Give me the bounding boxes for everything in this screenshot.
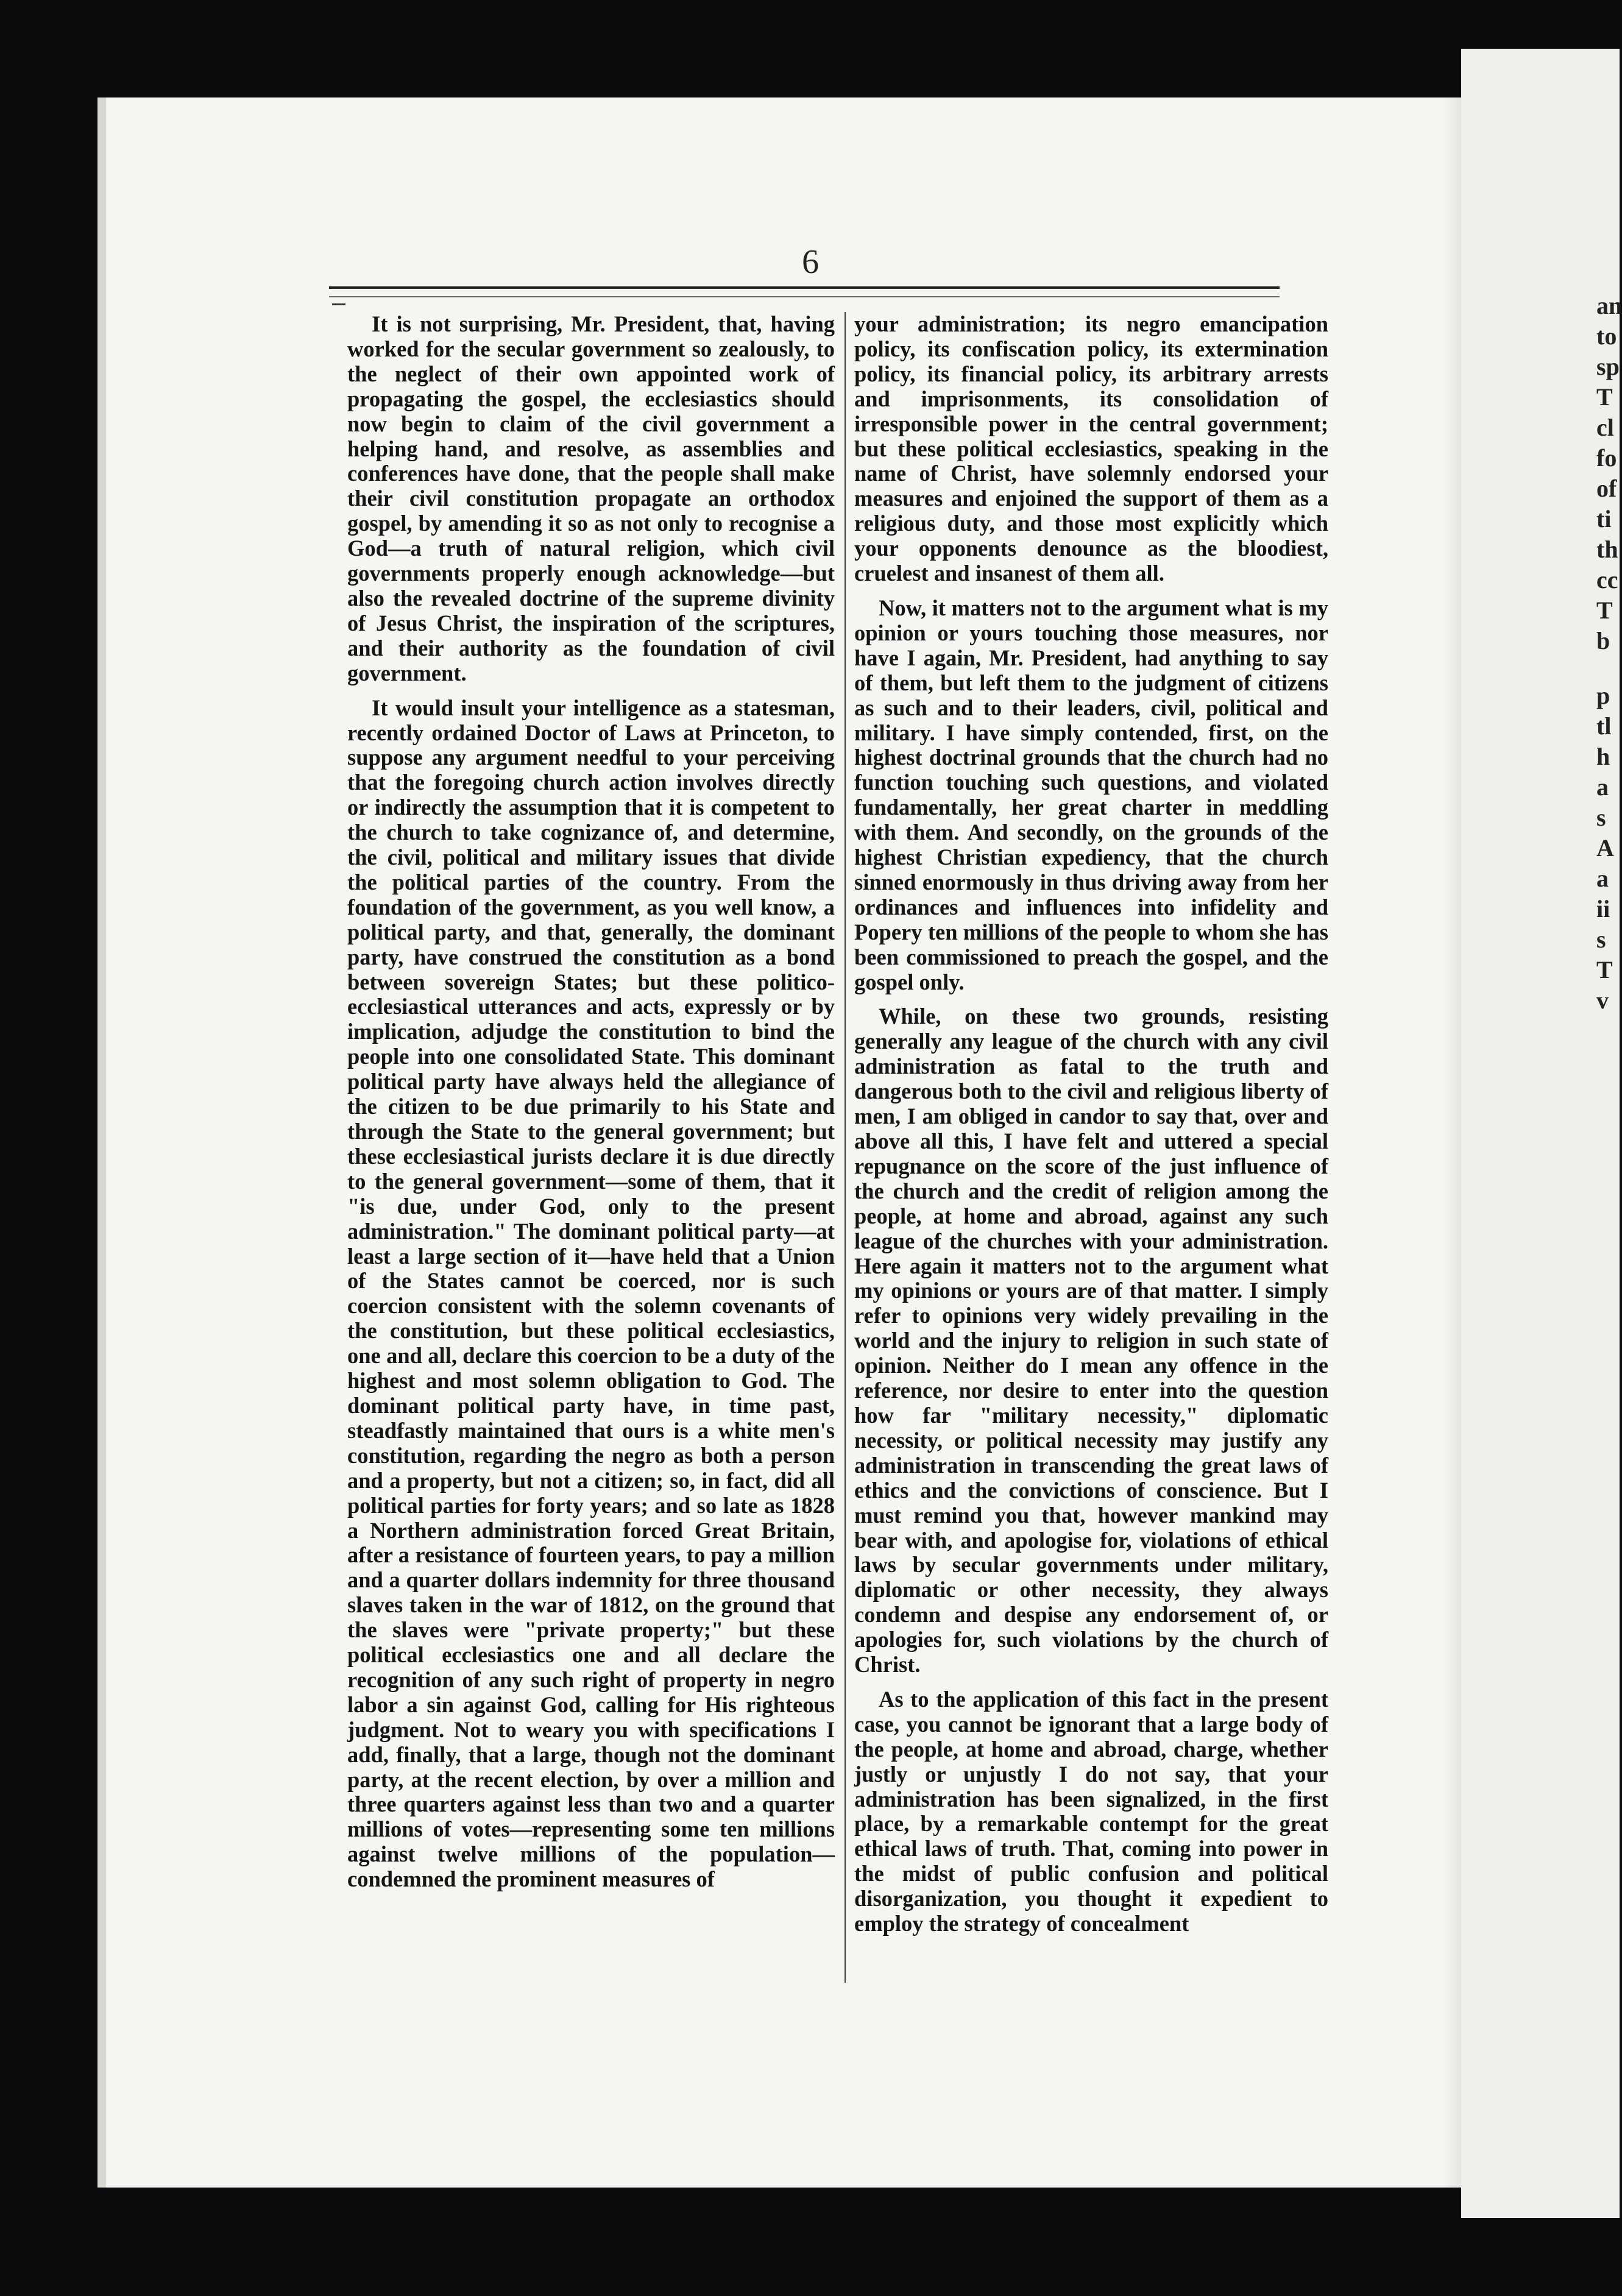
header-rule: [329, 286, 1280, 297]
adjacent-page-fragment: cc: [1596, 566, 1618, 593]
adjacent-page-fragment: ii: [1596, 895, 1610, 923]
adjacent-page-fragment: an: [1596, 292, 1622, 319]
adjacent-page-fragment: s: [1596, 926, 1606, 953]
adjacent-page-fragment: sp: [1596, 353, 1620, 380]
adjacent-page-fragment: A: [1596, 834, 1614, 862]
paragraph: your administration; its negro emancipation policy, its confiscation policy, its extermination policy, its financial policy, its arbitrary arrests and imprisonments, its consolidation of irresponsible power in the central government; but these political ecclesiastics, speaking in the name of Christ, have solemnly endorsed your measures and enjoined the support of them as a religious duty, and those most explicitly which your opponents denounce as the bloodiest, cruelest and insanest of them all.: [854, 311, 1328, 586]
adjacent-page-fragment: b: [1596, 627, 1610, 654]
adjacent-page-fragment: cl: [1596, 414, 1614, 441]
text-column-right: [854, 312, 1328, 1946]
paragraph: It is not surprising, Mr. President, that, having worked for the secular government so zealously, to the neglect of their own appointed work of propagating the gospel, the ecclesiastics should now begin to claim of the civil government a helping hand, and resolve, as assemblies and conferences have done, that the people shall make their civil constitution propagate an orthodox gospel, by amending it so as not only to recognise a God—a truth of natural religion, which civil governments properly enough acknowledge—but also the revealed doctrine of the supreme divinity of Jesus Christ, the inspiration of the scriptures, and their authority as the foundation of civil government.: [347, 311, 835, 686]
adjacent-page-fragment: of: [1596, 475, 1617, 502]
adjacent-page-fragment: s: [1596, 804, 1606, 831]
adjacent-page-fragment: ti: [1596, 505, 1612, 533]
page-edge-shadow: [97, 97, 106, 2188]
adjacent-page-fragment: fo: [1596, 444, 1617, 472]
adjacent-page-fragment: th: [1596, 536, 1618, 563]
margin-mark: [332, 303, 345, 314]
column-divider: [845, 312, 846, 1983]
adjacent-page-fragment: to: [1596, 322, 1617, 350]
adjacent-page-fragment: h: [1596, 743, 1610, 770]
page-number: 6: [802, 243, 819, 281]
adjacent-page: [1461, 49, 1620, 2218]
text-column-left: [347, 312, 835, 1902]
adjacent-page-fragment: a: [1596, 865, 1609, 892]
paragraph: Now, it matters not to the argument what is my opinion or yours touching those measures, nor have I again, Mr. President, had anything to say of them, but left them to the judgment of citizens as such and to their leaders, civil, political and military. I have simply contended, first, on the highest doctrinal grounds that the church had no function touching such questions, and violated fundamentally, her great charter in meddling with them. And secondly, on the grounds of the highest Christian expediency, that the church sinned enormously in thus driving away from her ordinances and influences into infidelity and Popery ten millions of the people to whom she has been commissioned to preach the gospel, and the gospel only.: [854, 595, 1328, 994]
adjacent-page-fragment: T: [1596, 956, 1613, 983]
paragraph: It would insult your intelligence as a statesman, recently ordained Doctor of Laws at Princeton, to suppose any argument needful to your perceiving that the foregoing church action involves directly or indirectly the assumption that it is competent to the church to take cognizance of, and determine, the civil, political and military issues that divide the political parties of the country. From the foundation of the government, as you well know, a political party, and that, generally, the dominant party, have construed the constitution as a bond between sovereign States; but these politico-ecclesiastical utterances and acts, expressly or by implication, adjudge the constitution to bind the people into one consolidated State. This dominant political party have always held the allegiance of the citizen to be due primarily to his State and through the State to the general government; but these ecclesiastical jurists declare it is due directly to the general government—some of them, that it "is due, under God, only to the present administration." The dominant political party—at least a large section of it—have held that a Union of the States cannot be coerced, nor is such coercion consistent with the solemn covenants of the constitution, but these political ecclesiastics, one and all, declare this coercion to be a duty of the highest and most solemn obligation to God. The dominant political party have, in time past, steadfastly maintained that ours is a white men's constitution, regarding the negro as both a person and a property, but not a citizen; so, in fact, did all political parties for forty years; and so late as 1828 a Northern administration forced Great Britain, after a resistance of fourteen years, to pay a million and a quarter dollars indemnity for three thousand slaves taken in the war of 1812, on the ground that the slaves were "private property;" but these political ecclesiastics one and all declare the recognition of any such right of property in negro labor a sin against God, calling for His righteous judgment. Not to weary you with specifications I add, finally, that a large, though not the dominant party, at the recent election, by over a million and three quarters against less than two and a quarter millions of votes—representing some ten millions against twelve millions of the population—condemned the prominent measures of: [347, 695, 835, 1892]
adjacent-page-fragment: a: [1596, 773, 1609, 801]
adjacent-page-fragment: v: [1596, 987, 1609, 1014]
adjacent-page-fragment: p: [1596, 682, 1610, 709]
adjacent-page-fragment: T: [1596, 597, 1613, 624]
paragraph: As to the application of this fact in the present case, you cannot be ignorant that a large body of the people, at home and abroad, charge, whether justly or unjustly I do not say, that your administration has been signalized, in the first place, by a remarkable contempt for the great ethical laws of truth. That, coming into power in the midst of public confusion and political disorganization, you thought it expedient to employ the strategy of concealment: [854, 1686, 1328, 1936]
paragraph: While, on these two grounds, resisting generally any league of the church with any civil administration as fatal to the truth and dangerous both to the civil and religious liberty of men, I am obliged in candor to say that, over and above all this, I have felt and uttered a special repugnance on the score of the just influence of the church and the credit of religion among the people, at home and abroad, against any such league of the churches with your administration. Here again it matters not to the argument what my opinions or yours are of that matter. I simply refer to opinions very widely prevailing in the world and the injury to religion in such state of opinion. Neither do I mean any offence in the reference, nor desire to enter into the question how far "military necessity," diplomatic necessity, or political necessity may justify any administration in transcending the great laws of ethics and the convictions of conscience. But I must remind you that, however mankind may bear with, and apologise for, violations of ethical laws by secular governments under military, diplomatic or other necessity, they always condemn and despise any endorsement of, or apologies for, such violations by the church of Christ.: [854, 1004, 1328, 1678]
adjacent-page-fragment: tl: [1596, 712, 1612, 740]
adjacent-page-fragment: T: [1596, 383, 1613, 411]
